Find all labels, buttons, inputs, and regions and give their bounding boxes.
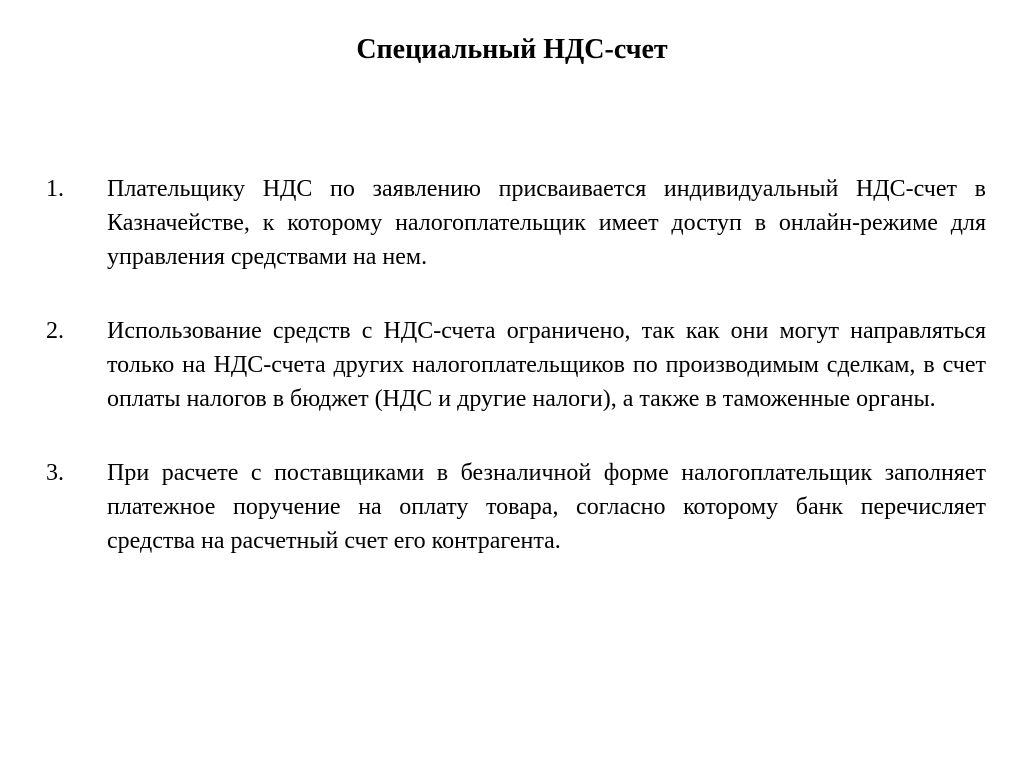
list-item-text: Плательщику НДС по заявлению присваивается индивидуальный НДС-счет в Казначействе, к которому налогоплательщик имеет доступ в онлайн-режиме для управления средствами на нем. <box>107 176 986 270</box>
list-item-number: 2. <box>46 318 64 344</box>
list-item-text: При расчете с поставщиками в безналичной форме налогоплательщик заполняет платежное поручение на оплату товара, согласно которому банк перечисляет средства на расчетный счет его контрагента. <box>107 460 986 554</box>
list-item <box>46 456 986 558</box>
list-item-text: Использование средств с НДС-счета ограничено, так как они могут направляться только на НДС-счета других налогоплательщиков по производимым сделкам, в счет оплаты налогов в бюджет (НДС и другие налоги), а также в таможенные органы. <box>107 318 986 412</box>
slide-title: Специальный НДС-счет <box>356 34 668 65</box>
list-item-number: 3. <box>46 460 64 486</box>
list-item <box>46 314 986 416</box>
list-item-number: 1. <box>46 176 64 202</box>
list-item <box>46 172 986 274</box>
numbered-list <box>46 172 986 598</box>
